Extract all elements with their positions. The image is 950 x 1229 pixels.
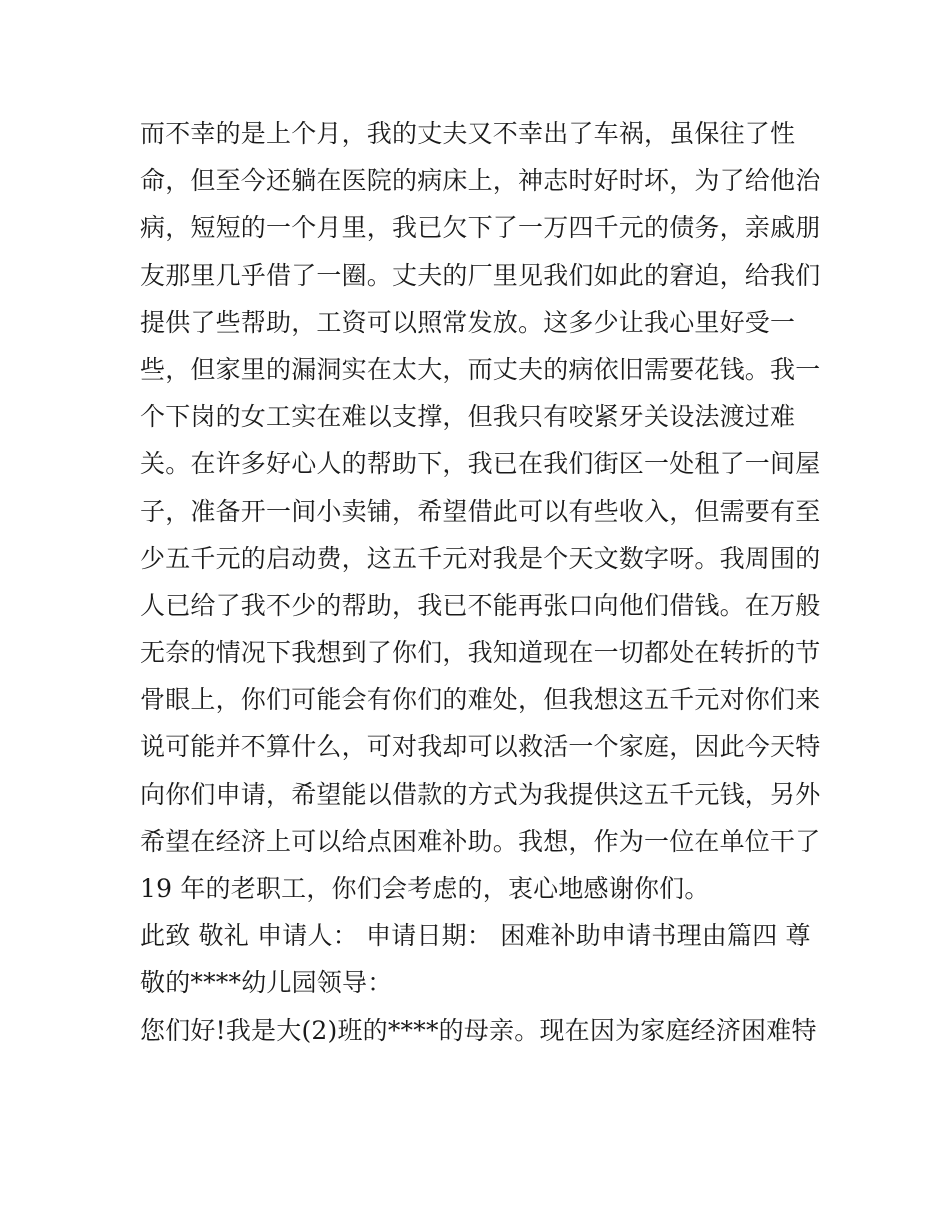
text-line: 命，但至今还躺在医院的病床上，神志时好时坏，为了给他治 (140, 166, 821, 196)
text-line: 说可能并不算什么，可对我却可以救活一个家庭，因此今天特 (140, 732, 821, 762)
text-line: 而不幸的是上个月，我的丈夫又不幸出了车祸，虽保往了性 (140, 119, 796, 148)
text-line: 骨眼上，你们可能会有你们的难处，但我想这五千元对你们来 (140, 685, 821, 715)
text-line: 人已给了我不少的帮助，我已不能再张口向他们借钱。在万般 (140, 590, 821, 620)
document-body (140, 110, 820, 1054)
text-line: 提供了些帮助，工资可以照常发放。这多少让我心里好受一 (140, 307, 796, 337)
text-line: 19 年的老职工，你们会考虑的，衷心地感谢你们。 (140, 874, 710, 903)
text-line: 子，准备开一间小卖铺，希望借此可以有些收入，但需要有至 (140, 496, 821, 526)
text-line: 友那里几乎借了一圈。丈夫的厂里见我们如此的窘迫，给我们 (140, 260, 821, 290)
text-line: 无奈的情况下我想到了你们，我知道现在一切都处在转折的节 (140, 638, 821, 668)
text-line: 少五千元的启动费，这五千元对我是个天文数字呀。我周围的 (140, 543, 821, 573)
text-line: 您们好!我是大(2)班的****的母亲。现在因为家庭经济困难特 (140, 1015, 817, 1045)
text-line: 此致 敬礼 申请人： 申请日期： 困难补助申请书理由篇四 尊 (140, 921, 811, 951)
text-line: 向你们申请，希望能以借款的方式为我提供这五千元钱，另外 (140, 779, 821, 809)
text-line: 病，短短的一个月里，我已欠下了一万四千元的债务，亲戚朋 (140, 213, 821, 243)
text-line: 些，但家里的漏洞实在太大，而丈夫的病依旧需要花钱。我一 (140, 354, 821, 384)
text-line: 希望在经济上可以给点困难补助。我想，作为一位在单位干了 (140, 826, 821, 856)
text-line: 个下岗的女工实在难以支撑，但我只有咬紧牙关设法渡过难 (140, 402, 796, 432)
text-line: 关。在许多好心人的帮助下，我已在我们街区一处租了一间屋 (140, 449, 821, 479)
text-line: 敬的****幼儿园领导： (140, 968, 393, 998)
